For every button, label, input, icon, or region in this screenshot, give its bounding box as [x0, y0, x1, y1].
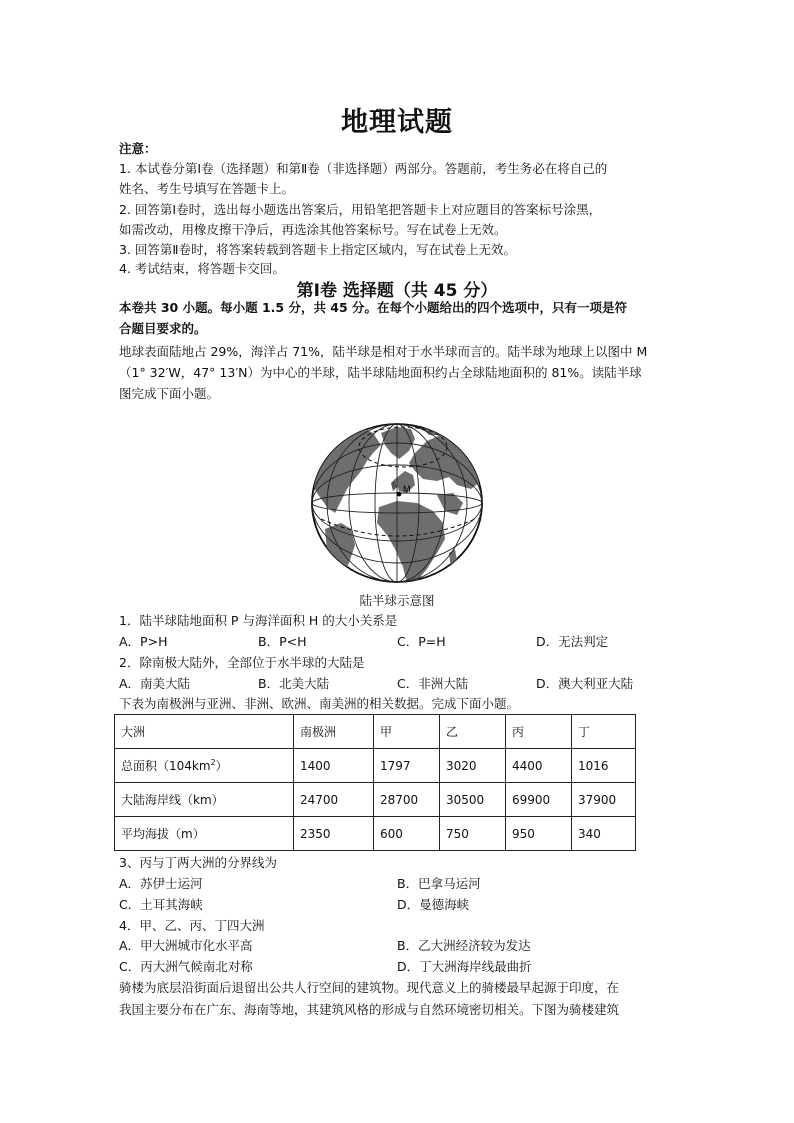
continent-data-table: [114, 714, 636, 851]
table-cell: 3020: [440, 749, 506, 783]
table-cell: 600: [374, 817, 440, 851]
question-stem: 3、丙与丁两大洲的分界线为: [119, 855, 277, 870]
table-header-cell: 乙: [440, 715, 506, 749]
option-b: B．北美大陆: [258, 676, 330, 691]
option-d: D．曼德海峡: [397, 897, 470, 912]
option-a: A．甲大洲城市化水平高: [119, 938, 253, 953]
table-cell: 1016: [572, 749, 636, 783]
table-cell: 28700: [374, 783, 440, 817]
table-cell: 30500: [440, 783, 506, 817]
option-a: A．苏伊士运河: [119, 876, 203, 891]
figure-caption: 陆半球示意图: [359, 593, 435, 608]
section-instructions: 本卷共 30 小题。每小题 1.5 分，共 45 分。在每个小题给出的四个选项中，只有一项是符: [119, 300, 628, 315]
option-c: C．非洲大陆: [397, 676, 469, 691]
section-instructions: 合题目要求的。: [119, 321, 207, 336]
section-title: 第Ⅰ卷 选择题（共 45 分）: [296, 281, 498, 301]
passage-text: 下表为南极洲与亚洲、非洲、欧洲、南美洲的相关数据。完成下面小题。: [119, 696, 520, 711]
table-header-row: [115, 715, 636, 749]
notice-line: 3. 回答第Ⅱ卷时，将答案转载到答题卡上指定区域内，写在试卷上无效。: [119, 242, 517, 257]
table-row: [115, 817, 636, 851]
page-title: 地理试题: [341, 107, 453, 138]
row-label-tail: ）: [215, 759, 228, 773]
notice-line: 姓名、考生号填写在答题卡上。: [119, 181, 295, 196]
row-label-text: 总面积（104km: [121, 759, 211, 773]
passage-text: （1° 32′W，47° 13′N）为中心的半球，陆半球陆地面积约占全球陆地面积的 81%。读陆半球: [119, 365, 642, 380]
option-b: B．P<H: [258, 634, 307, 649]
option-c: C．P=H: [397, 634, 446, 649]
passage-text: 地球表面陆地占 29%，海洋占 71%，陆半球是相对于水半球而言的。陆半球为地球上以图中 M: [119, 344, 648, 359]
notice-line: 4. 考试结束，将答题卡交回。: [119, 261, 285, 276]
table-header-cell: 大洲: [115, 715, 294, 749]
row-label: 大陆海岸线（km）: [115, 783, 294, 817]
table-cell: 1797: [374, 749, 440, 783]
passage-text: 我国主要分布在广东、海南等地，其建筑风格的形成与自然环境密切相关。下图为骑楼建筑: [119, 1002, 620, 1017]
table-header-cell: 甲: [374, 715, 440, 749]
table-cell: 750: [440, 817, 506, 851]
option-b: B．乙大洲经济较为发达: [397, 938, 531, 953]
option-a: A．P>H: [119, 634, 168, 649]
notice-line: 1. 本试卷分第Ⅰ卷（选择题）和第Ⅱ卷（非选择题）两部分。答题前，考生务必在将自己的: [119, 161, 608, 176]
table-header-cell: 丁: [572, 715, 636, 749]
table-cell: 2350: [294, 817, 374, 851]
option-d: D．澳大利亚大陆: [536, 676, 634, 691]
notice-line: 2. 回答第Ⅰ卷时，选出每小题选出答案后，用铅笔把答题卡上对应题目的答案标号涂黑，: [119, 202, 602, 217]
table-cell: 950: [506, 817, 572, 851]
table-header-cell: 南极洲: [294, 715, 374, 749]
question-stem: 4．甲、乙、丙、丁四大洲: [119, 918, 265, 933]
table-cell: 1400: [294, 749, 374, 783]
globe-illustration: [311, 423, 483, 583]
table-cell: 24700: [294, 783, 374, 817]
table-row: [115, 749, 636, 783]
notice-line: 如需改动，用橡皮擦干净后，再选涂其他答案标号。写在试卷上无效。: [119, 222, 507, 237]
option-d: D．丁大洲海岸线最曲折: [397, 959, 532, 974]
question-stem: 2．除南极大陆外，全部位于水半球的大陆是: [119, 655, 365, 670]
row-label: 平均海拔（m）: [115, 817, 294, 851]
option-c: C．丙大洲气候南北对称: [119, 959, 253, 974]
row-label-superscript: 2: [210, 758, 216, 767]
option-a: A．南美大陆: [119, 676, 191, 691]
table-cell: 340: [572, 817, 636, 851]
center-point-m: [397, 492, 402, 497]
table-row: [115, 783, 636, 817]
table-header-cell: 丙: [506, 715, 572, 749]
table-cell: 69900: [506, 783, 572, 817]
option-c: C．土耳其海峡: [119, 897, 203, 912]
table-cell: 37900: [572, 783, 636, 817]
land-hemisphere-figure: [311, 423, 483, 583]
table-cell: 4400: [506, 749, 572, 783]
row-label: [115, 749, 294, 783]
notice-heading: 注意：: [119, 141, 157, 156]
center-label-m: M: [403, 484, 411, 494]
option-b: B．巴拿马运河: [397, 876, 481, 891]
passage-text: 图完成下面小题。: [119, 386, 220, 401]
question-stem: 1．陆半球陆地面积 P 与海洋面积 H 的大小关系是: [119, 613, 398, 628]
passage-text: 骑楼为底层沿街面后退留出公共人行空间的建筑物。现代意义上的骑楼最早起源于印度，在: [119, 980, 620, 995]
option-d: D．无法判定: [536, 634, 609, 649]
